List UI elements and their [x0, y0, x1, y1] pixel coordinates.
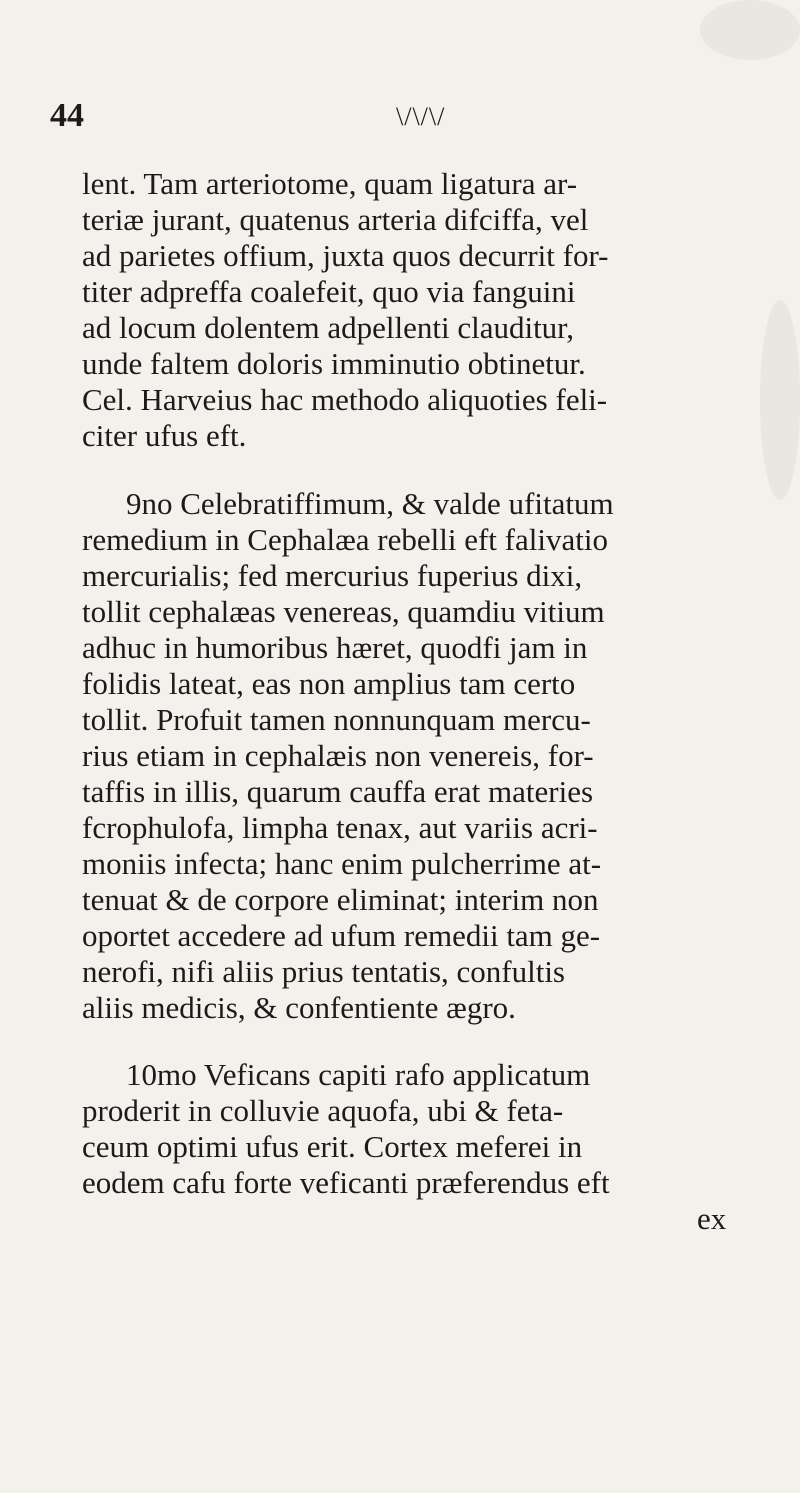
text-line: remedium in Cephalæa rebelli eft falivatio: [82, 522, 608, 557]
text-line: tenuat & de corpore eliminat; interim non: [82, 882, 599, 917]
header-ornament: \/\/\/: [396, 102, 446, 131]
text-line: proderit in colluvie aquofa, ubi & feta-: [82, 1093, 564, 1128]
text-line: ceum optimi ufus erit. Cortex meferei in: [82, 1129, 583, 1164]
text-line: ad locum dolentem adpellenti clauditur,: [82, 310, 575, 345]
text-line: nerofi, nifi aliis prius tentatis, confultis: [82, 954, 565, 989]
text-line: mercurialis; fed mercurius fuperius dixi,: [82, 558, 583, 593]
text-line: teriæ jurant, quatenus arteria difciffa, vel: [82, 202, 589, 237]
text-line: oportet accedere ad ufum remedii tam ge-: [82, 918, 601, 953]
text-line: moniis infecta; hanc enim pulcherrime at-: [82, 846, 602, 881]
text-line: Cel. Harveius hac methodo aliquoties feli-: [82, 382, 608, 417]
text-line: rius etiam in cephalæis non venereis, for-: [82, 738, 594, 773]
text-line: tollit. Profuit tamen nonnunquam mercu-: [82, 702, 591, 737]
text-line: taffis in illis, quarum cauffa erat materies: [82, 774, 594, 809]
text-line: aliis medicis, & confentiente ægro.: [82, 990, 516, 1025]
text-line: adhuc in humoribus hæret, quodfi jam in: [82, 630, 588, 665]
text-line: citer ufus eft.: [82, 418, 247, 453]
text-line: 10mo Veficans capiti rafo applicatum: [126, 1057, 591, 1092]
text-line: ad parietes offium, juxta quos decurrit for-: [82, 238, 609, 273]
text-line: titer adpreffa coalefeit, quo via fanguini: [82, 274, 576, 309]
catchword: ex: [697, 1201, 727, 1236]
text-line: eodem cafu forte veficanti præferendus eft: [82, 1165, 610, 1200]
text-line: fcrophulofa, limpha tenax, aut variis acri-: [82, 810, 598, 845]
text-line: lent. Tam arteriotome, quam ligatura ar-: [82, 166, 578, 201]
page-header: [0, 96, 800, 146]
page-number: 44: [50, 97, 84, 134]
text-line: folidis lateat, eas non amplius tam certo: [82, 666, 576, 701]
text-line: 9no Celebratiffimum, & valde ufitatum: [126, 486, 614, 521]
text-line: tollit cephalæas venereas, quamdiu vitium: [82, 594, 605, 629]
text-line: unde faltem doloris imminutio obtinetur.: [82, 346, 586, 381]
